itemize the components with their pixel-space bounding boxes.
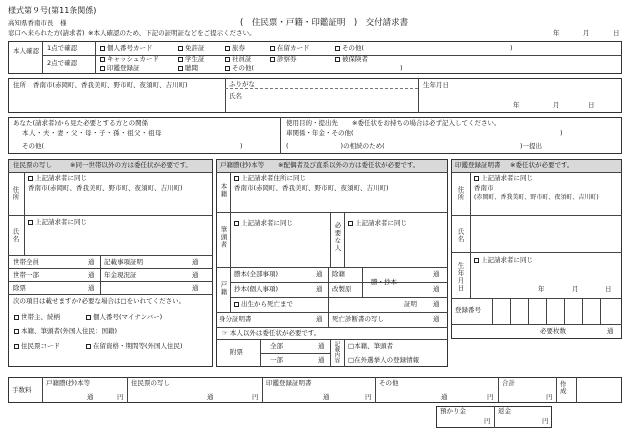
koseki-original[interactable]: 改製原 <box>332 285 352 293</box>
checkbox[interactable] <box>14 329 19 334</box>
fee-jumin-unit: 通 <box>207 393 214 401</box>
inkan-note: ※委任状が必要です。 <box>510 161 574 169</box>
inkan-city: 香南市 <box>474 184 494 192</box>
fee-other-yen: 円 <box>487 393 494 401</box>
applicant-address-label: 住所 <box>13 81 26 89</box>
id-opt-cashcard[interactable]: キャッシュカード <box>100 56 159 63</box>
jumin-pension-unit: 通 <box>192 271 199 279</box>
checkbox[interactable] <box>335 46 340 51</box>
checkbox[interactable] <box>270 57 275 62</box>
purpose-line2[interactable]: ( )の相続のため( <box>286 142 385 150</box>
inkan-city-towns: (赤岡町、香我美町、野市町、夜須町、吉川町) <box>474 194 599 201</box>
form-number: 様式第９号(第11条関係) <box>8 6 97 15</box>
checkbox[interactable] <box>234 176 239 181</box>
identity-cert[interactable]: 身分証明書 <box>219 315 252 323</box>
relation-other-close: ) <box>240 142 243 150</box>
fuhyo-content-label: 記載内容 <box>333 341 340 363</box>
jumin-opt-head[interactable]: 世帯主、続柄 <box>14 314 60 321</box>
jumin-opt-code[interactable]: 住民票コード <box>14 343 60 350</box>
checkbox[interactable] <box>474 176 479 181</box>
juminhyo-note: ※同一世帯以外の方は委任状が必要です。 <box>70 161 192 169</box>
id-opt-mynumber[interactable]: 個人番号カード <box>100 45 153 52</box>
id-opt-sealcard[interactable]: 印鑑登録証 <box>100 65 140 72</box>
id-other1-close: ) <box>510 44 513 52</box>
juminhyo-city: 香南市(赤岡町、香我美町、野市町、夜須町、吉川町) <box>28 184 183 192</box>
koseki-note: ※配偶者及び直系以外の方は委任状が必要です。 <box>278 161 420 169</box>
koseki-cert-unit: 通 <box>433 300 440 308</box>
juminhyo-same-name[interactable]: 上記請求者に同じ <box>28 219 87 226</box>
fuhyo-opt-overseas[interactable]: □在外選挙人の登録情報 <box>348 356 420 364</box>
jumin-record-cert[interactable]: 記載事項証明 <box>104 258 143 266</box>
inkan-month: 月 <box>572 285 579 293</box>
inkan-year: 年 <box>538 285 545 293</box>
jumin-blank-unit: 通 <box>192 284 199 292</box>
inkan-same-person[interactable]: 上記請求者に同じ <box>474 257 533 264</box>
koseki-partial-unit: 通 <box>316 285 323 293</box>
checkbox[interactable] <box>225 66 230 71</box>
checkbox[interactable] <box>86 344 91 349</box>
koseki-removed-unit: 通 <box>433 270 440 278</box>
checkbox[interactable] <box>270 46 275 51</box>
identity-label: 本人確認 <box>13 47 39 55</box>
checkbox[interactable] <box>474 258 479 263</box>
purpose-heading: 使用目的・提出先 <box>286 119 338 127</box>
koseki-same-address[interactable]: 上記請求者住所に同じ <box>234 175 306 182</box>
fuhyo-partial[interactable]: 一部 <box>270 356 283 364</box>
koseki-full[interactable]: 謄本(全部事項) <box>234 270 279 278</box>
jumin-removed[interactable]: 除票 <box>13 284 26 292</box>
relation-other[interactable]: その他( <box>22 142 45 150</box>
id-opt-residence[interactable]: 在留カード <box>270 45 310 52</box>
fee-koseki-yen: 円 <box>117 393 124 401</box>
fee-koseki-label: 戸籍謄(抄)本等 <box>46 379 91 387</box>
addressee: 高知県香南市長 様 <box>8 19 67 27</box>
identity-row2-label: 2点で確認 <box>47 59 78 67</box>
jumin-opt-honseki[interactable]: 本籍、筆頭者(外国人住民：国籍) <box>14 328 117 335</box>
checkbox[interactable] <box>225 46 230 51</box>
checkbox[interactable] <box>348 221 353 226</box>
checkbox[interactable] <box>14 344 19 349</box>
checkbox[interactable] <box>28 220 33 225</box>
jumin-opt-status[interactable]: 在留資格・期間等(外国人住民) <box>86 343 183 350</box>
koseki-city: 香南市(赤岡町、香我美町、野市町、夜須町、吉川町) <box>234 184 389 192</box>
jumin-pension[interactable]: 年金現況証 <box>104 271 137 279</box>
applicant-address-value[interactable]: 香南市(赤岡町、香我美町、野市町、夜須町、吉川町) <box>33 81 188 89</box>
id-opt-other1[interactable]: その他( <box>335 45 364 52</box>
id-opt-hearing[interactable]: 聴聞 <box>178 65 198 72</box>
checkbox[interactable] <box>100 46 105 51</box>
date-day: 日 <box>613 29 620 37</box>
proxy-note: ☞ 本人以外は委任状が必要です。 <box>222 329 321 337</box>
juminhyo-same-address[interactable]: 上記請求者に同じ <box>28 175 87 182</box>
juminhyo-heading: 住民票の写し <box>13 161 52 169</box>
fee-koseki-unit: 通 <box>87 393 94 401</box>
koseki-hittou-label: 筆頭者 <box>219 226 228 249</box>
id-opt-insured[interactable]: 被保険者 <box>335 56 368 63</box>
date-year: 年 <box>553 29 560 37</box>
inkan-reg-label: 登録番号 <box>455 306 481 314</box>
juminhyo-address-label: 住所 <box>11 186 20 201</box>
visitor-note: ※本人確認のため、下記の証明証などをご提示ください。 <box>88 29 256 37</box>
checkbox[interactable] <box>14 315 19 320</box>
koseki-heading: 戸籍謄(抄)本等 <box>220 161 265 169</box>
deposit-label: 預かり金 <box>440 407 466 415</box>
koseki-copy[interactable]: 謄・抄本 <box>371 278 397 286</box>
koseki-type-label: 戸籍 <box>219 281 228 296</box>
identity-cert-unit: 通 <box>316 315 323 323</box>
checkbox[interactable] <box>335 57 340 62</box>
id-opt-employee[interactable]: 社員証 <box>225 56 252 63</box>
fee-author-label: 作成 <box>560 380 567 396</box>
date-month: 月 <box>583 29 590 37</box>
birth-day: 日 <box>588 101 595 109</box>
checkbox[interactable] <box>178 66 183 71</box>
fee-table <box>8 377 622 403</box>
koseki-same-hittou[interactable]: 上記請求者に同じ <box>234 220 293 227</box>
fuhyo-label: 附票 <box>230 348 243 356</box>
jumin-partial-unit: 通 <box>88 271 95 279</box>
relation-list[interactable]: 本人・夫・妻・父・母・子・孫・祖父・祖母 <box>22 129 162 137</box>
fee-inkan-label: 印鑑登録証明書 <box>266 379 312 387</box>
koseki-cert[interactable]: 証明 <box>404 300 417 308</box>
checkbox[interactable] <box>86 315 91 320</box>
fee-jumin-label: 住民票の写し <box>131 379 170 387</box>
juminhyo-items-note: 次の項目は載せますか?必要な場合は□をいれてください。 <box>13 297 186 305</box>
fee-other-label: その他 <box>379 379 399 387</box>
id-opt-license[interactable]: 免許証 <box>178 45 205 52</box>
koseki-hitsuyo-label: 必要な人 <box>333 222 342 252</box>
inkan-birth-label: 生年月日 <box>456 262 465 292</box>
fuhyo-partial-unit: 通 <box>318 356 325 364</box>
koseki-birth-death[interactable]: 出生から死亡まで <box>234 301 293 308</box>
id-opt-patient[interactable]: 診察券 <box>270 56 297 63</box>
inkan-address-label: 住所 <box>456 186 465 201</box>
inkan-same-address[interactable]: 上記請求者に同じ <box>474 175 533 182</box>
change-label: 返金 <box>498 407 511 415</box>
purpose-line1[interactable]: 車関係・年金・その他( <box>286 129 354 137</box>
inkan-count-unit: 通 <box>607 327 614 335</box>
fee-total-label: 合計 <box>502 379 515 387</box>
deposit-yen: 円 <box>484 417 491 425</box>
birth-month: 月 <box>553 101 560 109</box>
jumin-all-members[interactable]: 世帯全員 <box>13 258 39 266</box>
fuhyo-full-unit: 通 <box>318 342 325 350</box>
koseki-full-unit: 通 <box>316 270 323 278</box>
fee-inkan-unit: 通 <box>323 393 330 401</box>
inkan-count-label: 必要枚数 <box>540 327 566 335</box>
identity-row1-label: 1点で確認 <box>47 44 78 52</box>
furigana-label: ふりがな <box>229 80 255 88</box>
relation-heading: あなた(請求者)から見た必要とする方との関係 <box>13 119 149 127</box>
change-yen: 円 <box>542 417 549 425</box>
fee-total-yen: 円 <box>546 393 553 401</box>
checkbox[interactable] <box>100 66 105 71</box>
jumin-removed-unit: 通 <box>88 284 95 292</box>
purpose-note: ※委任状をお持ちの場合は必ず記入してください。 <box>352 119 501 127</box>
birth-label: 生年月日 <box>423 81 449 89</box>
fuhyo-opt-honseki[interactable]: □本籍、筆頭者 <box>348 342 394 350</box>
inkan-day: 日 <box>605 285 612 293</box>
checkbox[interactable] <box>234 221 239 226</box>
id-opt-student[interactable]: 学生証 <box>178 56 205 63</box>
fuhyo-full[interactable]: 全部 <box>270 342 283 350</box>
fee-inkan-yen: 円 <box>365 393 372 401</box>
checkbox[interactable] <box>178 46 183 51</box>
form-title: ( 住民票・戸籍・印鑑証明 ) 交付請求書 <box>240 18 409 28</box>
checkbox[interactable] <box>100 57 105 62</box>
birth-year: 年 <box>513 101 520 109</box>
applicant-name-label: 氏名 <box>229 92 242 100</box>
inkan-name-label: 氏名 <box>456 228 465 243</box>
id-opt-other2[interactable]: その他( <box>225 65 254 72</box>
jumin-partial-members[interactable]: 世帯一部 <box>13 271 39 279</box>
koseki-honseki-label: 本籍 <box>219 183 228 198</box>
checkbox[interactable] <box>178 57 183 62</box>
arrow-pointer-icon: ☞ <box>222 329 230 337</box>
jumin-opt-mynumber[interactable]: 個人番号(マイナンバー) <box>86 314 162 321</box>
checkbox[interactable] <box>234 302 239 307</box>
inkan-heading: 印鑑登録証明書 <box>455 161 501 169</box>
jumin-record-unit: 通 <box>192 258 199 266</box>
koseki-same-person[interactable]: 上記請求者に同じ <box>348 220 407 227</box>
id-other2-close: ) <box>400 64 403 72</box>
checkbox[interactable] <box>28 176 33 181</box>
fee-jumin-yen: 円 <box>252 393 259 401</box>
koseki-original-unit: 通 <box>433 285 440 293</box>
jumin-all-unit: 通 <box>88 258 95 266</box>
id-opt-passport[interactable]: 旅券 <box>225 45 245 52</box>
koseki-partial[interactable]: 抄本(個人事項) <box>234 285 279 293</box>
purpose-close2: )一提出 <box>520 142 543 150</box>
juminhyo-name-label: 氏名 <box>11 228 20 243</box>
koseki-removed[interactable]: 除籍 <box>332 270 345 278</box>
fee-other-unit: 通 <box>441 393 448 401</box>
visitor-label: 窓口へ来られた方(請求者) <box>8 29 85 37</box>
purpose-close1: ) <box>560 129 563 137</box>
checkbox[interactable] <box>225 57 230 62</box>
fee-label: 手数料 <box>12 386 32 394</box>
death-cert-unit: 通 <box>433 315 440 323</box>
death-cert-copy[interactable]: 死亡診断書の写し <box>332 315 384 323</box>
